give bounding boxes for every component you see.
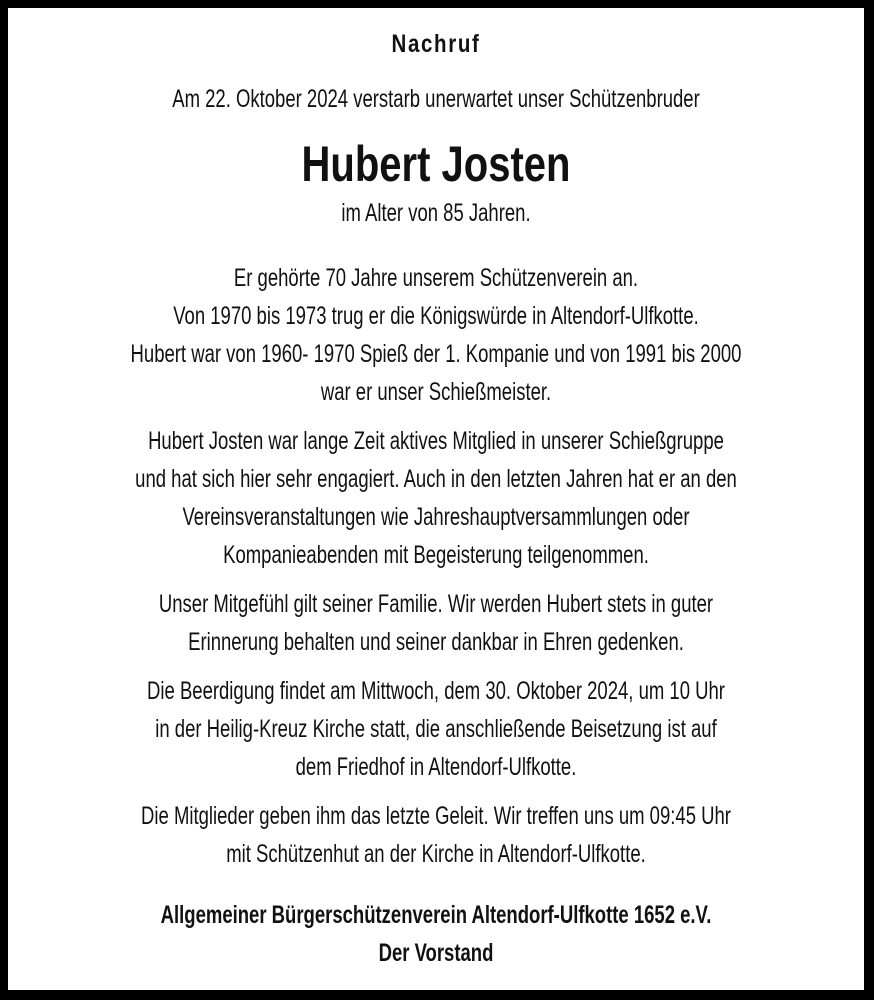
text-line: und hat sich hier sehr engagiert. Auch in den letzten Jahren hat er an den — [135, 465, 737, 493]
text-line: Die Mitglieder geben ihm das letzte Geleit. Wir treffen uns um 09:45 Uhr — [141, 802, 731, 830]
text-line: Die Beerdigung findet am Mittwoch, dem 30. Oktober 2024, um 10 Uhr — [147, 677, 725, 705]
text-line: Kompanieabenden mit Begeisterung teilgenommen. — [223, 541, 649, 569]
text-line: Von 1970 bis 1973 trug er die Königswürde in Altendorf-Ulfkotte. — [173, 302, 699, 330]
organization-name: Allgemeiner Bürgerschützenverein Altendorf-Ulfkotte 1652 e.V. — [160, 901, 712, 929]
deceased-name: Hubert Josten — [301, 136, 571, 192]
text-line: Hubert war von 1960- 1970 Spieß der 1. Kompanie und von 1991 bis 2000 — [130, 340, 742, 368]
age-line: im Alter von 85 Jahren. — [341, 199, 531, 227]
text-line: Hubert Josten war lange Zeit aktives Mitglied in unserer Schießgruppe — [148, 427, 724, 455]
text-line: Er gehörte 70 Jahre unserem Schützenverein an. — [233, 264, 639, 292]
board-signature: Der Vorstand — [378, 939, 494, 967]
text-line: Erinnerung behalten und seiner dankbar in Ehren gedenken. — [188, 628, 684, 656]
notice-heading: Nachruf — [391, 30, 481, 58]
text-line: in der Heilig-Kreuz Kirche statt, die anschließende Beisetzung ist auf — [155, 715, 717, 743]
obituary-notice — [8, 8, 864, 990]
text-line: war er unser Schießmeister. — [320, 378, 552, 406]
text-line: Unser Mitgefühl gilt seiner Familie. Wir werden Hubert stets in guter — [158, 590, 714, 618]
text-line: mit Schützenhut an der Kirche in Altendorf-Ulfkotte. — [226, 840, 646, 868]
intro-line: Am 22. Oktober 2024 verstarb unerwartet unser Schützenbruder — [172, 85, 700, 113]
text-line: dem Friedhof in Altendorf-Ulfkotte. — [295, 753, 577, 781]
text-line: Vereinsveranstaltungen wie Jahreshauptversammlungen oder — [182, 503, 690, 531]
